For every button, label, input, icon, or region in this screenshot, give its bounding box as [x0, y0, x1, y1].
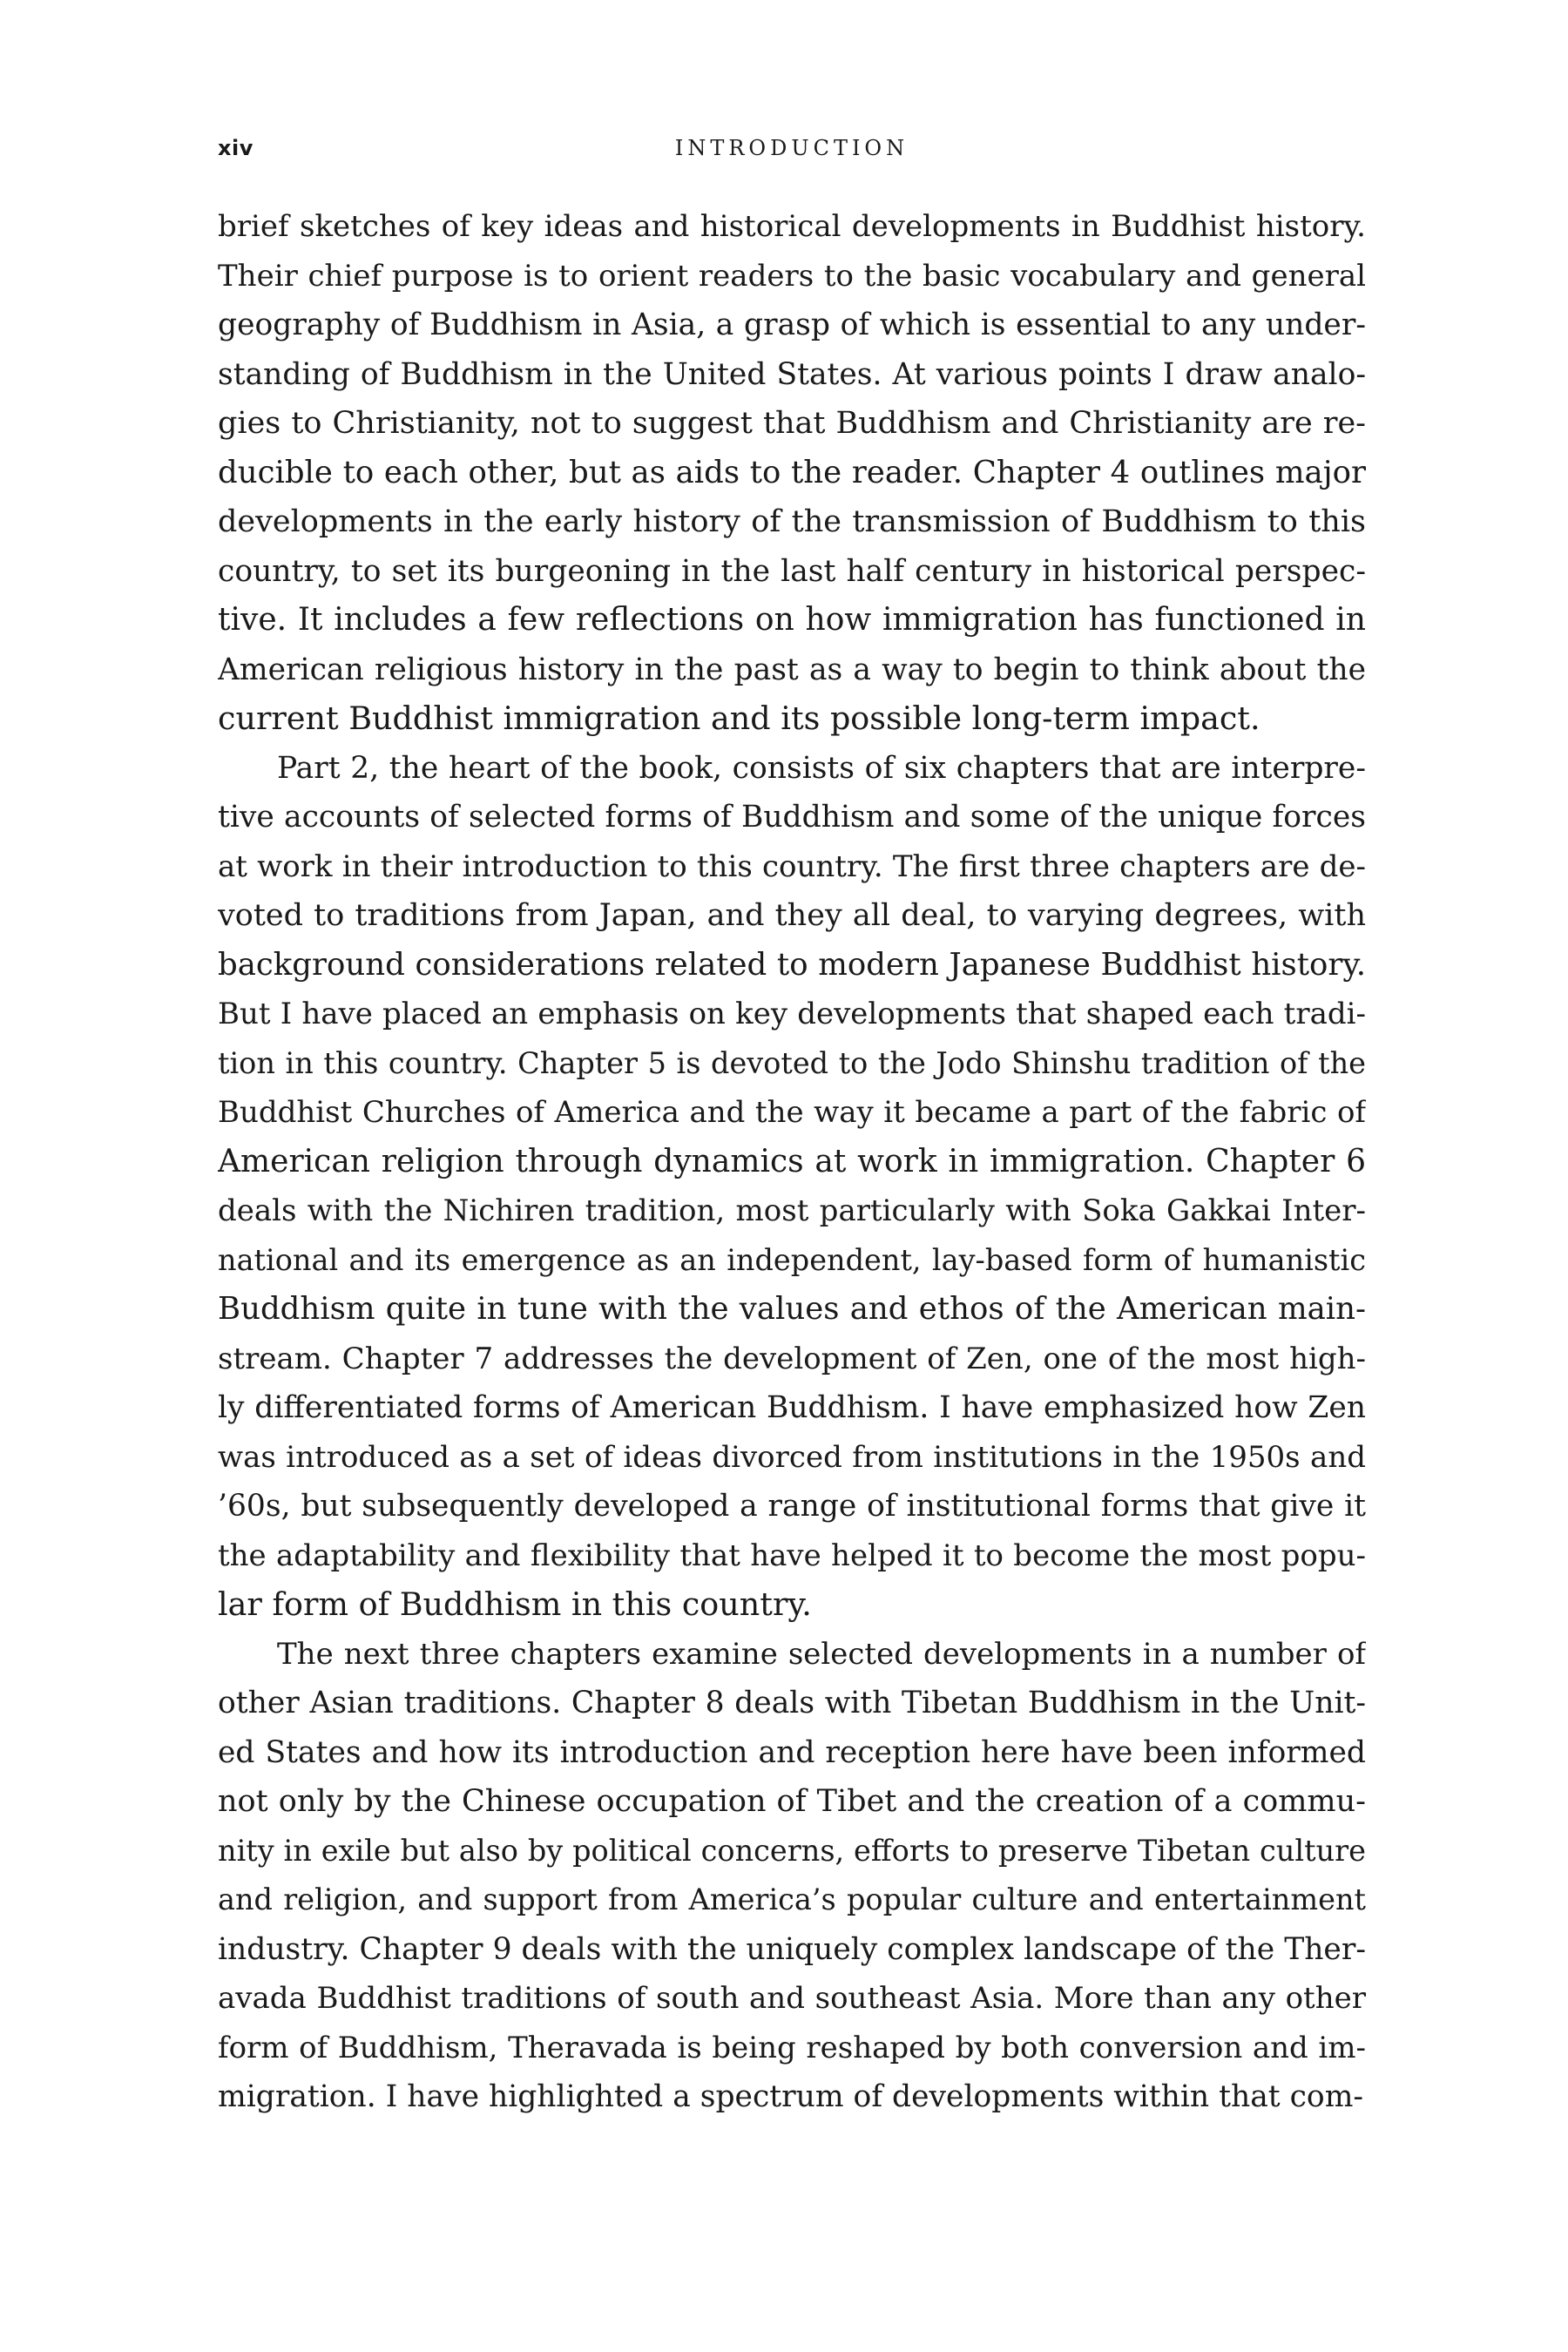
text-line: current Buddhist immigration and its possible long-term impact.: [218, 700, 1260, 737]
text-line: the adaptability and flexibility that have helped it to become the most popu-: [218, 1538, 1366, 1573]
text-line: country, to set its burgeoning in the last half century in historical perspec-: [218, 553, 1366, 589]
text-line: developments in the early history of the transmission of Buddhism to this: [218, 504, 1366, 539]
text-line: at work in their introduction to this country. The first three chapters are de-: [218, 848, 1366, 884]
body-text: [218, 202, 1366, 2122]
text-line: American religious history in the past as a way to begin to think about the: [218, 652, 1366, 687]
text-line: Part 2, the heart of the book, consists of six chapters that are interpre-: [277, 750, 1366, 786]
text-line: nity in exile but also by political concerns, efforts to preserve Tibetan culture: [218, 1833, 1366, 1868]
text-line: migration. I have highlighted a spectrum of developments within that com-: [218, 2079, 1364, 2114]
text-line: lar form of Buddhism in this country.: [218, 1585, 812, 1623]
text-line: American religion through dynamics at work in immigration. Chapter 6: [218, 1143, 1366, 1179]
page-number: xiv: [218, 136, 253, 160]
text-line: was introduced as a set of ideas divorced from institutions in the 1950s and: [218, 1439, 1366, 1475]
text-line: ducible to each other, but as aids to the reader. Chapter 4 outlines major: [218, 454, 1366, 490]
text-line: geography of Buddhism in Asia, a grasp of which is essential to any under-: [218, 308, 1366, 342]
text-line: national and its emergence as an independent, lay-based form of humanistic: [218, 1242, 1366, 1277]
text-line: other Asian traditions. Chapter 8 deals with Tibetan Buddhism in the Unit-: [218, 1686, 1366, 1720]
text-line: ’60s, but subsequently developed a range of institutional forms that give it: [218, 1489, 1366, 1524]
text-line: deals with the Nichiren tradition, most particularly with Soka Gakkai Inter-: [218, 1193, 1366, 1228]
text-line: standing of Buddhism in the United States. At various points I draw analo-: [218, 356, 1366, 392]
text-line: Buddhism quite in tune with the values and ethos of the American main-: [218, 1291, 1366, 1327]
running-head: [218, 136, 1366, 171]
text-line: tion in this country. Chapter 5 is devoted to the Jodo Shinshu tradition of the: [218, 1045, 1366, 1080]
text-line: stream. Chapter 7 addresses the development of Zen, one of the most high-: [218, 1341, 1366, 1376]
paragraph-1: [218, 202, 1366, 744]
text-line: background considerations related to modern Japanese Buddhist history.: [218, 946, 1366, 983]
text-line: avada Buddhist traditions of south and southeast Asia. More than any other: [218, 1981, 1366, 2016]
text-line: The next three chapters examine selected developments in a number of: [277, 1636, 1366, 1672]
text-line: industry. Chapter 9 deals with the uniquely complex landscape of the Ther-: [218, 1931, 1366, 1967]
text-line: ed States and how its introduction and reception here have been informed: [218, 1734, 1366, 1770]
text-line: form of Buddhism, Theravada is being reshaped by both conversion and im-: [218, 2030, 1366, 2065]
text-line: ly differentiated forms of American Buddhism. I have emphasized how Zen: [218, 1390, 1366, 1425]
paragraph-2: [218, 744, 1366, 1630]
text-line: brief sketches of key ideas and historical developments in Buddhist history.: [218, 209, 1366, 244]
text-line: Their chief purpose is to orient readers to the basic vocabulary and general: [218, 258, 1366, 294]
text-line: gies to Christianity, not to suggest that Buddhism and Christianity are re-: [218, 406, 1366, 441]
text-line: voted to traditions from Japan, and they all deal, to varying degrees, with: [218, 898, 1366, 933]
text-line: But I have placed an emphasis on key developments that shaped each tradi-: [218, 997, 1366, 1031]
running-title: INTRODUCTION: [674, 136, 909, 160]
text-line: and religion, and support from America’s popular culture and entertainment: [218, 1882, 1366, 1916]
text-line: not only by the Chinese occupation of Tibet and the creation of a commu-: [218, 1784, 1366, 1819]
paragraph-3: [218, 1630, 1366, 2122]
text-line: tive. It includes a few reflections on how immigration has functioned in: [218, 602, 1366, 638]
text-line: Buddhist Churches of America and the way it became a part of the fabric of: [218, 1095, 1366, 1130]
text-line: tive accounts of selected forms of Buddhism and some of the unique forces: [218, 800, 1366, 835]
